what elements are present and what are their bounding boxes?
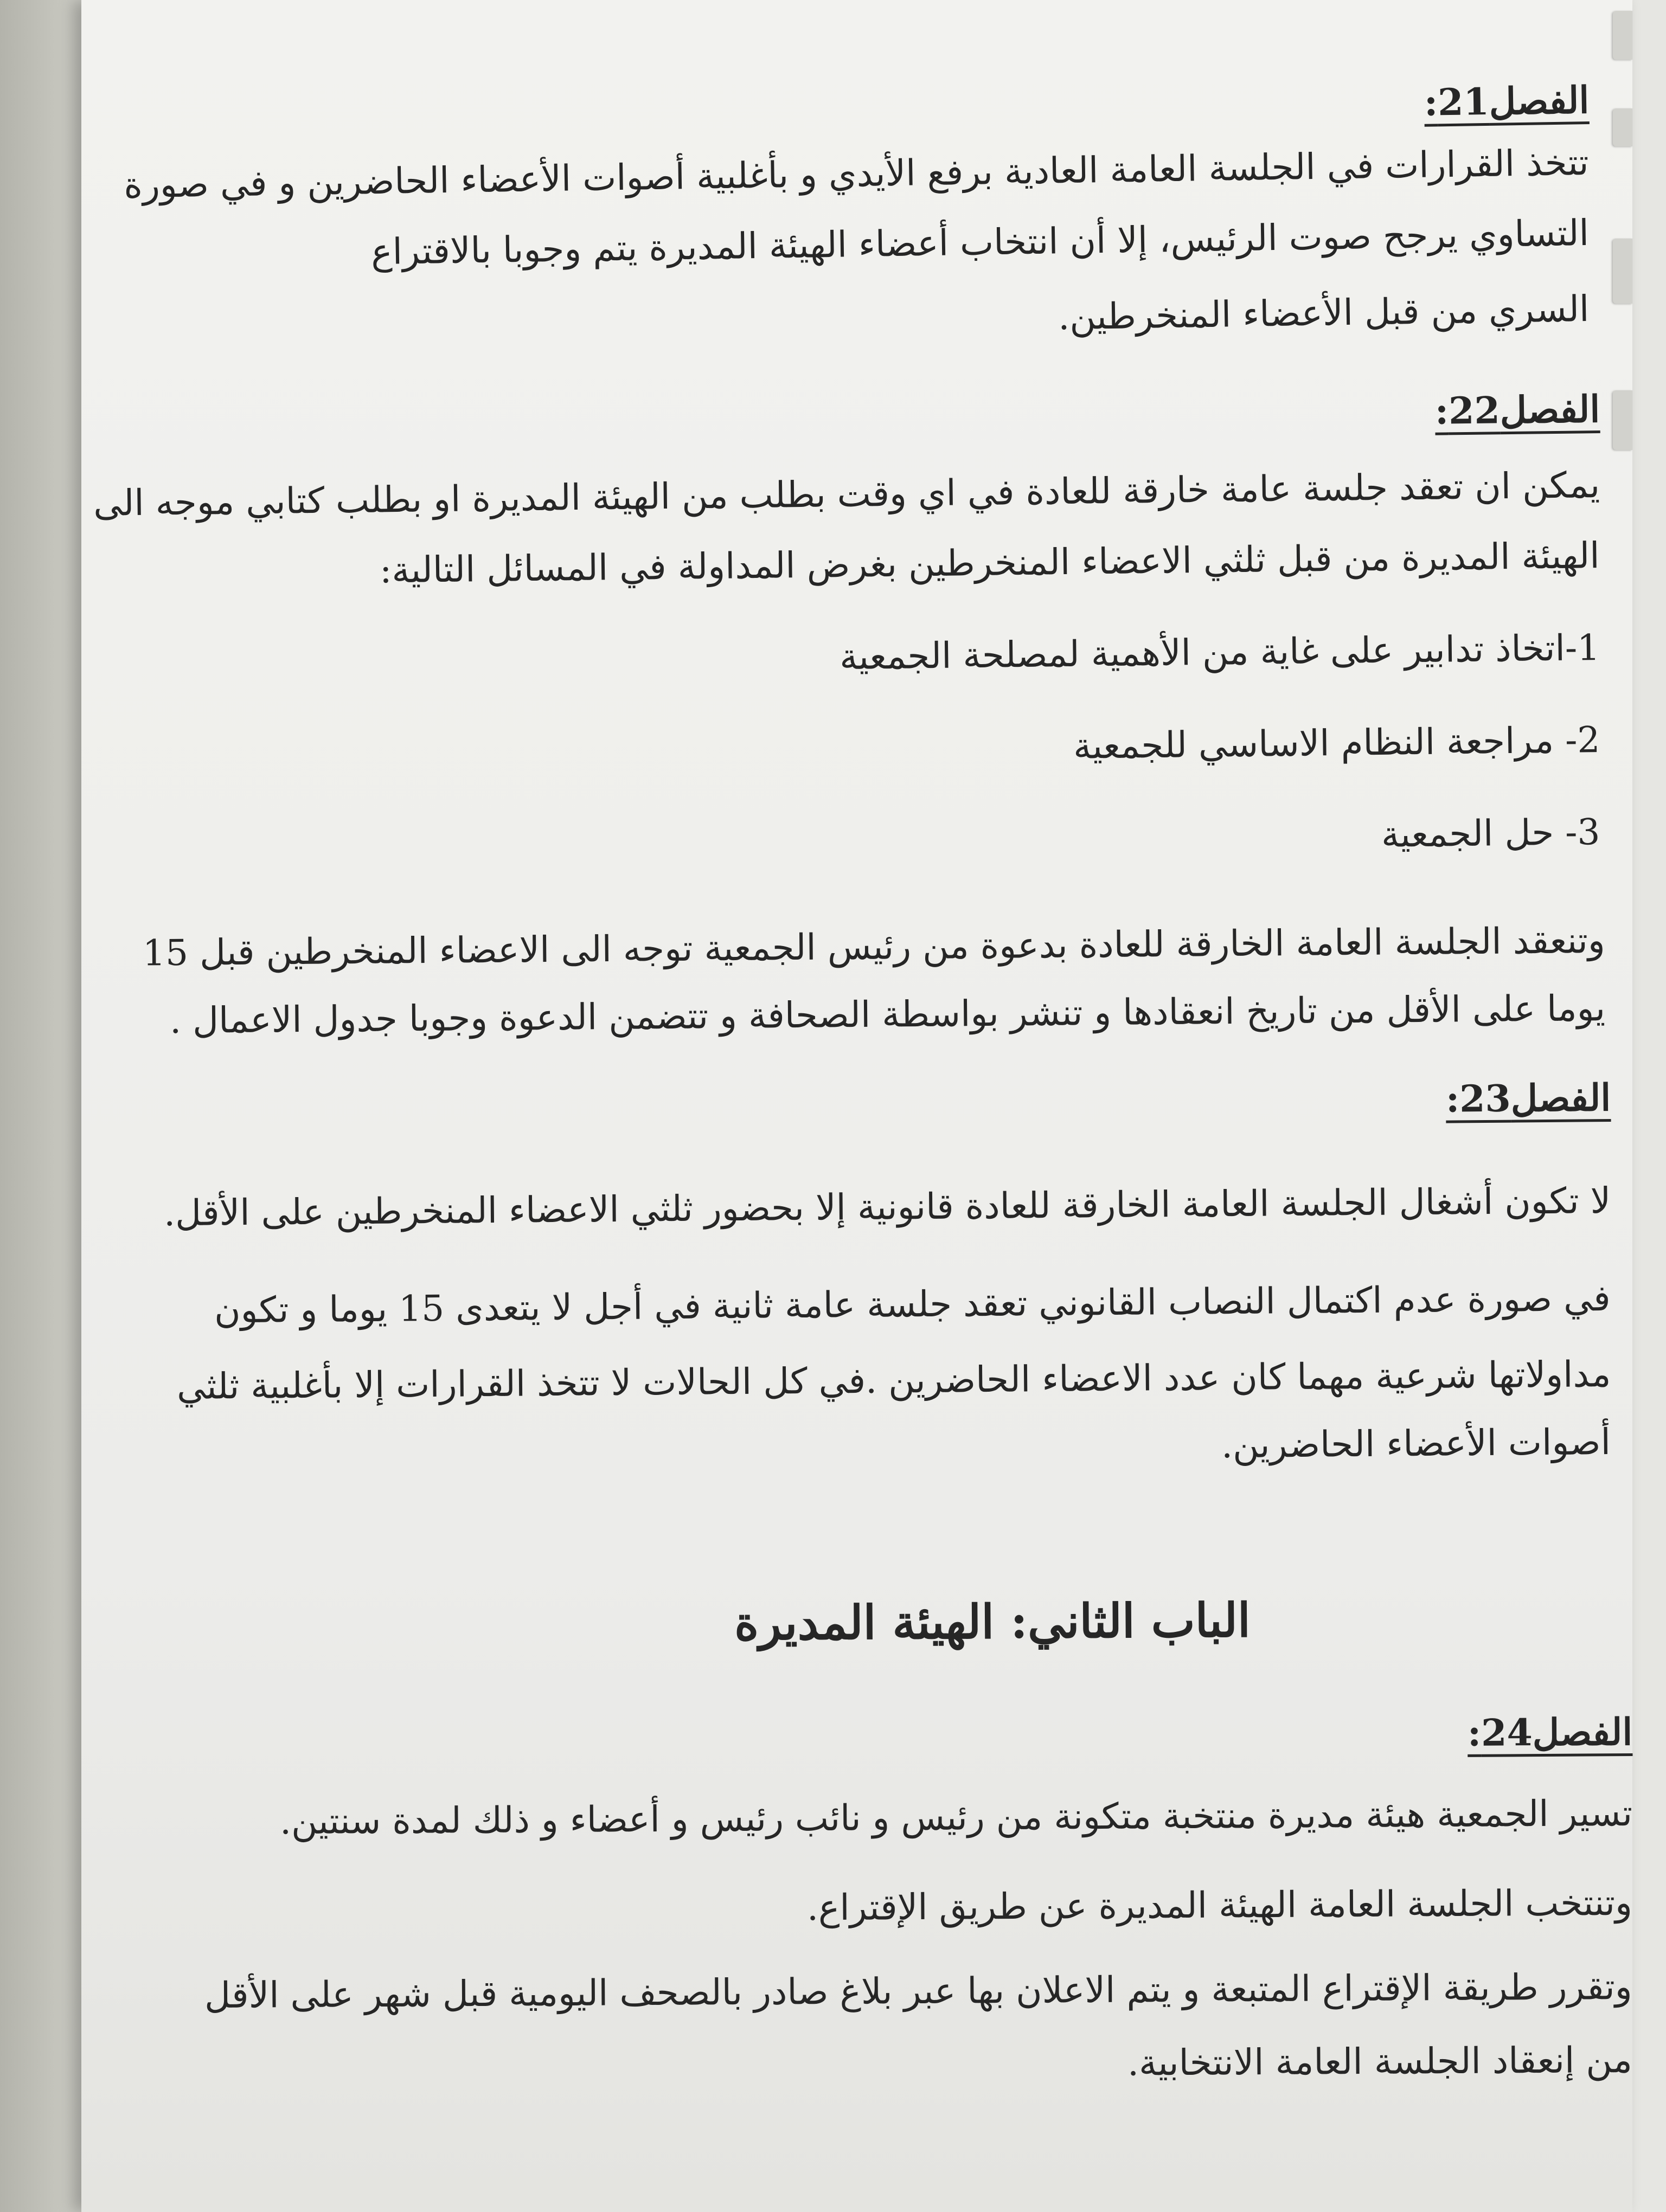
article-22-line: يوما على الأقل من تاريخ انعقادها و تنشر بواسطة الصحافة و تتضمن الدعوة وجوبا جدول الاعمال . xyxy=(169,987,1606,1042)
article-22-list-item: 3- حل الجمعية xyxy=(1381,811,1600,856)
article-23-line: في صورة عدم اكتمال النصاب القانوني تعقد جلسة عامة ثانية في أجل لا يتعدى 15 يوما و تكون xyxy=(214,1277,1611,1332)
article-23-line: مداولاتها شرعية مهما كان عدد الاعضاء الحاضرين .في كل الحالات لا تتخذ القرارات إلا بأغلبية ثلثي xyxy=(176,1353,1611,1408)
article-22-line: وتنعقد الجلسة العامة الخارقة للعادة بدعوة من رئيس الجمعية توجه الى الاعضاء المنخرطين قبل 15 xyxy=(143,919,1606,974)
document-page xyxy=(81,0,1632,2212)
article-22-list-item: 2- مراجعة النظام الاساسي للجمعية xyxy=(1073,719,1600,767)
document-body xyxy=(93,0,1633,2212)
article-21-line: تتخذ القرارات في الجلسة العامة العادية برفع الأيدي و بأغلبية أصوات الأعضاء الحاضرين و في صورة xyxy=(124,142,1590,207)
article-23-line: أصوات الأعضاء الحاضرين. xyxy=(1221,1421,1611,1467)
article-22-heading: الفصل22: xyxy=(1434,388,1600,433)
article-23-line: لا تكون أشغال الجلسة العامة الخارقة للعادة قانونية إلا بحضور ثلثي الاعضاء المنخرطين على الأقل. xyxy=(163,1180,1611,1234)
article-21-line: السري من قبل الأعضاء المنخرطين. xyxy=(1058,288,1590,338)
article-24-line: من إنعقاد الجلسة العامة الانتخابية. xyxy=(1127,2039,1633,2084)
article-21-line: التساوي يرجح صوت الرئيس، إلا أن انتخاب أعضاء الهيئة المديرة يتم وجوبا بالاقتراع xyxy=(370,212,1590,273)
article-23-heading: الفصل23: xyxy=(1445,1076,1611,1121)
article-22-line: الهيئة المديرة من قبل ثلثي الاعضاء المنخرطين بغرض المداولة في المسائل التالية: xyxy=(380,535,1600,591)
article-21-heading: الفصل21: xyxy=(1424,79,1590,125)
article-22-list-item: 1-اتخاذ تدابير على غاية من الأهمية لمصلحة الجمعية xyxy=(839,627,1600,678)
article-24-line: تسير الجمعية هيئة مديرة منتخبة متكونة من رئيس و نائب رئيس و أعضاء و ذلك لمدة سنتين. xyxy=(279,1792,1633,1843)
article-24-line: وتقرر طريقة الإقتراع المتبعة و يتم الاعلان بها عبر بلاغ صادر بالصحف اليومية قبل شهر على الأقل xyxy=(204,1966,1633,2017)
chapter-title: الباب الثاني: الهيئة المديرة xyxy=(734,1593,1251,1651)
article-24-heading: الفصل24: xyxy=(1467,1711,1633,1755)
article-22-line: يمكن ان تعقد جلسة عامة خارقة للعادة في اي وقت بطلب من الهيئة المديرة او بطلب كتابي موجه الى xyxy=(93,464,1600,524)
article-24-line: وتنتخب الجلسة العامة الهيئة المديرة عن طريق الإقتراع. xyxy=(806,1882,1633,1929)
